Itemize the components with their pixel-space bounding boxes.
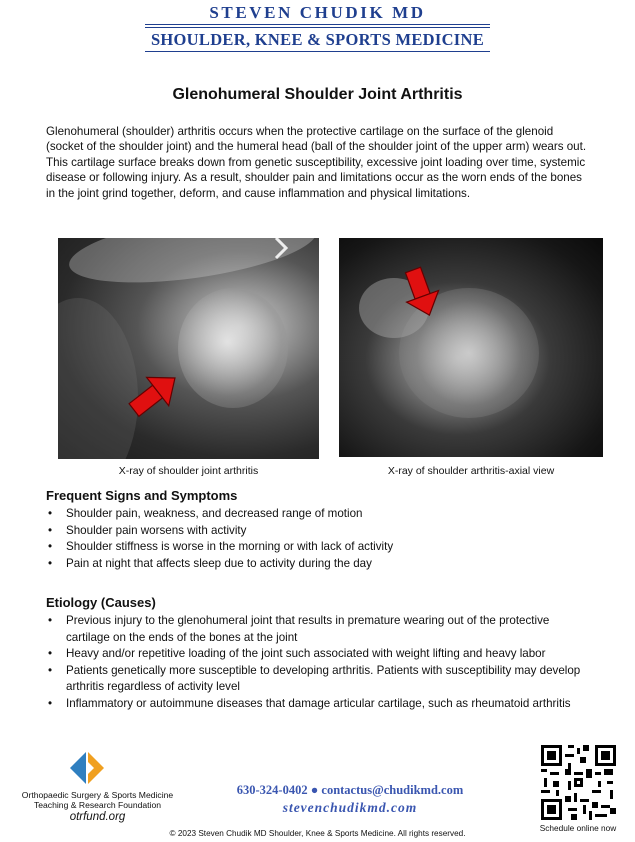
list-item-text: Heavy and/or repetitive loading of the joint such associated with weight lifting and heavy labor — [66, 647, 546, 660]
list-item-text: Shoulder stiffness is worse in the morning or with lack of activity — [66, 540, 394, 553]
list-item — [46, 506, 591, 523]
foundation-line-1: Orthopaedic Surgery & Sports Medicine — [21, 790, 174, 800]
brand-subtitle: SHOULDER, KNEE & SPORTS MEDICINE — [150, 30, 485, 49]
letterhead — [0, 4, 635, 22]
phone-number[interactable]: 630-324-0402 — [236, 783, 308, 797]
list-item-text: Shoulder pain worsens with activity — [66, 523, 247, 537]
list-item — [46, 523, 591, 540]
header-rule-bottom — [145, 51, 490, 52]
bullet-icon: • — [48, 663, 53, 677]
etiology-list — [46, 613, 591, 712]
list-item-text: Pain at night that affects sleep due to activity during the day — [66, 556, 372, 570]
bullet-icon: • — [48, 614, 53, 627]
bullet-icon: • — [48, 696, 53, 710]
email-link[interactable]: contactus@chudikmd.com — [321, 783, 464, 797]
copyright-notice: © 2023 Steven Chudik MD Shoulder, Knee & Sports Medicine. All rights reserved. — [169, 829, 466, 838]
list-item — [46, 663, 591, 696]
list-item — [46, 556, 591, 573]
red-arrow-icon — [123, 364, 186, 424]
list-item — [46, 613, 591, 646]
etiology-heading: Etiology (Causes) — [46, 595, 156, 610]
page-title: Glenohumeral Shoulder Joint Arthritis — [172, 86, 463, 103]
red-arrow-icon — [397, 264, 445, 321]
list-item-text: Patients genetically more susceptible to developing arthritis. Patients with susceptibility may develop arthritis regardless of activity level — [66, 663, 581, 693]
list-item — [46, 696, 591, 713]
bullet-icon: • — [48, 647, 53, 660]
symptoms-heading: Frequent Signs and Symptoms — [46, 488, 238, 503]
bullet-icon: • — [48, 556, 53, 570]
image-caption-1: X-ray of shoulder joint arthritis — [118, 465, 259, 477]
header-rule-top-2 — [145, 27, 490, 28]
list-item-text: Inflammatory or autoimmune diseases that damage articular cartilage, such as rheumatoid arthritis — [66, 696, 571, 710]
contact-line — [195, 783, 505, 798]
qr-code-icon[interactable] — [541, 745, 616, 820]
list-item-text: Shoulder pain, weakness, and decreased range of motion — [66, 507, 363, 520]
bullet-icon: • — [48, 523, 53, 537]
foundation-name — [10, 790, 185, 810]
bullet-icon: • — [48, 507, 53, 520]
foundation-url[interactable]: otrfund.org — [69, 811, 126, 823]
brand-name: STEVEN CHUDIK MD — [209, 3, 426, 22]
foundation-line-2: Teaching & Research Foundation — [33, 800, 162, 810]
list-item — [46, 539, 591, 556]
symptoms-list — [46, 506, 591, 572]
bullet-icon: • — [48, 540, 53, 553]
xray-shoulder-image — [58, 238, 319, 459]
xray2-overlay — [339, 238, 603, 457]
website-link[interactable]: stevenchudikmd.com — [282, 800, 418, 815]
separator-dot-icon: ● — [310, 783, 319, 797]
xray-axial-image — [339, 238, 603, 457]
foundation-logo-icon — [68, 750, 114, 786]
intro-paragraph: Glenohumeral (shoulder) arthritis occurs when the protective cartilage on the surface of the glenoid (socket of the shoulder joint) and the humeral head (ball of the shoulder joint of the upper arm) wears out. This cartilage surface breaks down from genetic susceptibility, excessive joint loading over time, systemic disease or following injury. As a result, shoulder pain and limitations occur as the worn ends of the bones in the joint grind together, deform, and cause inflammation and physical limitations. — [46, 125, 587, 200]
list-item-text: Previous injury to the glenohumeral joint that results in premature wearing out of the protective cartilage on the ends of the bones at the joint — [66, 614, 550, 644]
qr-caption: Schedule online now — [539, 823, 617, 833]
list-item — [46, 646, 591, 663]
xray1-overlay — [58, 238, 319, 459]
header-rule-top — [145, 24, 490, 25]
image-caption-2: X-ray of shoulder arthritis-axial view — [387, 465, 555, 477]
